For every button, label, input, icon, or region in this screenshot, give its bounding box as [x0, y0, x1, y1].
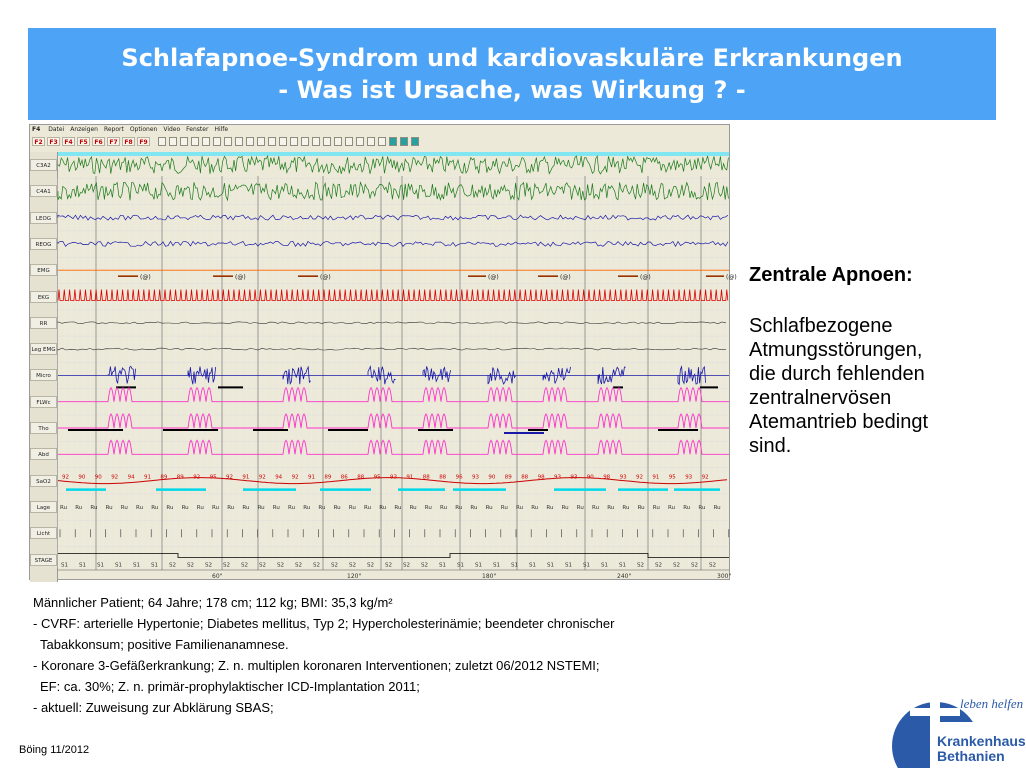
stage-label: S1 — [529, 562, 536, 569]
sao2-value: 89 — [160, 474, 168, 481]
position-label: Ru — [470, 504, 478, 511]
arousal-label: (@) — [640, 274, 651, 282]
toolbar-button[interactable] — [334, 137, 342, 146]
eeg-trace-c3a2 — [58, 156, 728, 174]
stage-label: S2 — [205, 562, 212, 569]
toolbar-button[interactable] — [268, 137, 276, 146]
stage-label: S1 — [475, 562, 482, 569]
stage-label: S2 — [673, 562, 680, 569]
sao2-value: 93 — [554, 474, 561, 481]
flow-trace — [58, 388, 729, 402]
menu-item[interactable]: Fenster — [186, 126, 209, 133]
sao2-value: 92 — [111, 474, 119, 481]
sao2-value: 98 — [537, 474, 545, 481]
sao2-value: 89 — [176, 474, 184, 481]
channel-label: Micro — [30, 369, 57, 381]
stage-label: S1 — [439, 562, 446, 569]
stage-label: S1 — [151, 562, 158, 569]
position-label: Ru — [622, 504, 630, 511]
sao2-value: 93 — [390, 474, 397, 481]
side-panel — [749, 260, 989, 458]
sao2-value: 89 — [324, 474, 332, 481]
position-label: Ru — [637, 504, 645, 511]
sao2-value: 95 — [373, 474, 381, 481]
stage-label: S2 — [223, 562, 230, 569]
hypnogram-trace — [58, 554, 729, 558]
time-mark: 300" — [717, 573, 732, 580]
side-panel-line: zentralnervösen — [749, 387, 892, 409]
channel-label: Abd — [30, 448, 57, 460]
toolbar-button[interactable] — [290, 137, 298, 146]
arousal-label: (@) — [140, 274, 151, 282]
stage-label: S2 — [709, 562, 716, 569]
sao2-value: 90 — [488, 474, 496, 481]
position-label: Ru — [227, 504, 235, 511]
stage-label: S2 — [295, 562, 302, 569]
sao2-value: 93 — [570, 474, 578, 481]
stage-label: S1 — [547, 562, 554, 569]
position-label: Ru — [683, 504, 691, 511]
position-label: Ru — [576, 504, 584, 511]
stage-label: S1 — [61, 562, 68, 569]
stage-label: S2 — [421, 562, 428, 569]
sao2-value: 93 — [619, 474, 627, 481]
stage-label: S2 — [187, 562, 194, 569]
footer-author: Böing 11/2012 — [19, 744, 90, 756]
position-label: Ru — [713, 504, 721, 511]
sao2-value: 92 — [193, 474, 201, 481]
toolbar-button[interactable] — [378, 137, 386, 146]
position-label: Ru — [409, 504, 417, 511]
toolbar-button[interactable] — [213, 137, 221, 146]
channel-label: Licht — [30, 527, 57, 539]
sao2-value: 92 — [701, 474, 709, 481]
toolbar-button[interactable] — [312, 137, 320, 146]
stage-label: S2 — [349, 562, 356, 569]
position-label: Ru — [394, 504, 402, 511]
arousal-label: (@) — [488, 274, 499, 282]
position-label: Ru — [288, 504, 296, 511]
stage-label: S2 — [655, 562, 662, 569]
position-label: Ru — [607, 504, 615, 511]
toolbar-button[interactable] — [411, 137, 419, 146]
position-label: Ru — [136, 504, 144, 511]
sao2-value: 93 — [472, 474, 479, 481]
toolbar-button[interactable] — [246, 137, 254, 146]
channel-label: C4A1 — [30, 185, 57, 197]
patient-info-line: Männlicher Patient; 64 Jahre; 178 cm; 112 kg; BMI: 35,3 kg/m² — [33, 595, 393, 610]
sao2-value: 98 — [603, 474, 611, 481]
channel-label: FLWc — [30, 396, 57, 408]
slide-title — [28, 28, 996, 120]
stage-label: S1 — [115, 562, 122, 569]
toolbar-button[interactable] — [345, 137, 353, 146]
logo-name — [937, 734, 1026, 764]
channel-label: C3A2 — [30, 159, 57, 171]
position-label: Ru — [592, 504, 600, 511]
stage-label: S2 — [691, 562, 698, 569]
position-label: Ru — [500, 504, 508, 511]
eog-trace-right — [58, 241, 728, 246]
position-label: Ru — [424, 504, 432, 511]
toolbar-button[interactable] — [191, 137, 199, 146]
snore-burst — [423, 366, 451, 382]
title-line-1: Schlafapnoe-Syndrom und kardiovaskuläre Erkrankungen — [121, 44, 903, 72]
stage-label: S1 — [565, 562, 572, 569]
stage-label: S1 — [583, 562, 590, 569]
sao2-value: 86 — [340, 474, 348, 481]
position-label: Ru — [166, 504, 174, 511]
channel-label: SaO2 — [30, 475, 57, 487]
position-label: Ru — [60, 504, 68, 511]
position-label: Ru — [242, 504, 250, 511]
patient-info-line: EF: ca. 30%; Z. n. primär-prophylaktischer ICD-Implantation 2011; — [40, 679, 420, 694]
stage-label: S1 — [619, 562, 626, 569]
side-panel-line: Schlafbezogene — [749, 315, 893, 337]
channel-label: Leg EMG — [30, 343, 57, 355]
sao2-value: 92 — [636, 474, 643, 481]
patient-info-line: Tabakkonsum; positive Familienanamnese. — [40, 637, 289, 652]
position-label: Ru — [668, 504, 676, 511]
leg-emg-trace — [58, 348, 726, 350]
time-strip — [58, 152, 729, 156]
function-key-button[interactable]: F2 — [32, 137, 45, 146]
position-label: Ru — [561, 504, 569, 511]
position-label: Ru — [379, 504, 387, 511]
toolbar-button[interactable] — [202, 137, 210, 146]
function-key-button[interactable]: F6 — [92, 137, 105, 146]
toolbar-button[interactable] — [180, 137, 188, 146]
sao2-value: 93 — [685, 474, 693, 481]
channel-label: EKG — [30, 291, 57, 303]
toolbar-button[interactable] — [356, 137, 364, 146]
position-label: Ru — [151, 504, 159, 511]
sao2-value: 91 — [406, 474, 414, 481]
toolbar-button[interactable] — [169, 137, 177, 146]
position-label: Ru — [257, 504, 265, 511]
sao2-value: 95 — [668, 474, 676, 481]
toolbar-button[interactable] — [367, 137, 375, 146]
position-label: Ru — [546, 504, 554, 511]
toolbar-button[interactable] — [323, 137, 331, 146]
position-label: Ru — [105, 504, 113, 511]
toolbar-button[interactable] — [257, 137, 265, 146]
sao2-value: 92 — [226, 474, 233, 481]
sao2-value: 91 — [652, 474, 660, 481]
side-panel-line: sind. — [749, 435, 792, 457]
position-label: Ru — [364, 504, 372, 511]
position-label: Ru — [652, 504, 660, 511]
stage-label: S1 — [511, 562, 518, 569]
stage-label: S2 — [169, 562, 176, 569]
channel-label: STAGE — [30, 554, 57, 566]
menu-item[interactable]: Video — [163, 126, 181, 133]
sao2-value: 88 — [439, 474, 447, 481]
toolbar-button[interactable] — [400, 137, 408, 146]
rr-trace — [58, 322, 726, 324]
position-label: Ru — [303, 504, 311, 511]
patient-info-line: - CVRF: arterielle Hypertonie; Diabetes mellitus, Typ 2; Hypercholesterinämie; beendeter chronischer — [33, 616, 615, 631]
sao2-value: 88 — [521, 474, 529, 481]
toolbar-button[interactable] — [301, 137, 309, 146]
channel-label: EMG — [30, 264, 57, 276]
patient-info-line: - Koronare 3-Gefäßerkrankung; Z. n. multiplen koronaren Interventionen; zuletzt 06/2012 NSTEMI; — [33, 658, 600, 673]
side-panel-line: Atmungsstörungen, — [749, 339, 923, 361]
psg-menubar — [30, 125, 729, 135]
position-label: Ru — [120, 504, 128, 511]
toolbar-button[interactable] — [158, 137, 166, 146]
logo-name-line: Krankenhaus — [937, 733, 1026, 749]
position-label: Ru — [698, 504, 706, 511]
sao2-value: 92 — [258, 474, 266, 481]
side-panel-text — [749, 314, 989, 458]
stage-label: S2 — [403, 562, 410, 569]
sao2-value: 94 — [127, 474, 135, 481]
app-label: F4 — [32, 126, 41, 133]
menu-item[interactable]: Optionen — [129, 126, 158, 133]
stage-label: S2 — [277, 562, 284, 569]
side-panel-line: Atemantrieb bedingt — [749, 411, 929, 433]
function-key-button[interactable]: F4 — [62, 137, 75, 146]
position-label: Ru — [455, 504, 463, 511]
sao2-value: 88 — [422, 474, 430, 481]
channel-label: RR — [30, 317, 57, 329]
side-panel-heading: Zentrale Apnoen: — [749, 264, 913, 286]
position-label: Ru — [272, 504, 280, 511]
stage-label: S1 — [97, 562, 104, 569]
position-label: Ru — [516, 504, 524, 511]
sao2-value: 91 — [308, 474, 315, 481]
sao2-value: 92 — [62, 474, 69, 481]
function-key-button[interactable]: F8 — [122, 137, 135, 146]
sao2-value: 92 — [291, 474, 299, 481]
stage-label: S2 — [385, 562, 392, 569]
position-label: Ru — [348, 504, 356, 511]
toolbar-button[interactable] — [235, 137, 243, 146]
time-mark: 120" — [347, 573, 362, 580]
sao2-value: 91 — [144, 474, 151, 481]
stage-label: S2 — [241, 562, 248, 569]
function-key-button[interactable]: F3 — [47, 137, 60, 146]
menu-item[interactable]: Anzeigen — [70, 126, 98, 133]
arousal-label: (@) — [726, 274, 737, 282]
ekg-trace — [58, 290, 728, 301]
stage-label: S1 — [133, 562, 140, 569]
position-label: Ru — [485, 504, 493, 511]
function-key-button[interactable]: F7 — [107, 137, 120, 146]
psg-toolbar — [30, 136, 729, 148]
sao2-value: 90 — [78, 474, 86, 481]
sao2-value: 90 — [94, 474, 102, 481]
channel-label: LEOG — [30, 212, 57, 224]
position-label: Ru — [333, 504, 341, 511]
toolbar-button[interactable] — [224, 137, 232, 146]
stage-label: S1 — [601, 562, 608, 569]
sao2-value: 88 — [357, 474, 365, 481]
stage-label: S2 — [259, 562, 266, 569]
menu-item[interactable]: Report — [103, 126, 124, 133]
time-mark: 240" — [617, 573, 632, 580]
psg-signal-plot — [58, 152, 737, 580]
function-key-button[interactable]: F9 — [137, 137, 150, 146]
stage-label: S1 — [493, 562, 500, 569]
sao2-value: 96 — [455, 474, 463, 481]
stage-label: S2 — [331, 562, 338, 569]
channel-label: Tho — [30, 422, 57, 434]
sao2-value: 91 — [242, 474, 250, 481]
position-label: Ru — [75, 504, 83, 511]
toolbar-button[interactable] — [279, 137, 287, 146]
time-mark: 180" — [482, 573, 497, 580]
sao2-value: 90 — [586, 474, 594, 481]
position-label: Ru — [212, 504, 220, 511]
toolbar-button[interactable] — [389, 137, 397, 146]
position-label: Ru — [90, 504, 98, 511]
menu-item[interactable]: Datei — [48, 126, 65, 133]
thorax-trace — [58, 414, 729, 428]
function-key-button[interactable]: F5 — [77, 137, 90, 146]
position-label: Ru — [531, 504, 539, 511]
sao2-value: 89 — [504, 474, 512, 481]
stage-label: S1 — [79, 562, 86, 569]
position-label: Ru — [196, 504, 204, 511]
eeg-trace-c4a1 — [58, 182, 728, 200]
position-label: Ru — [181, 504, 189, 511]
channel-labels — [30, 152, 58, 582]
arousal-label: (@) — [560, 274, 571, 282]
sao2-value: 95 — [209, 474, 217, 481]
polysomnography-screenshot — [29, 124, 737, 580]
snore-burst — [108, 366, 136, 383]
abdomen-trace — [58, 440, 729, 454]
sao2-value: 94 — [275, 474, 283, 481]
channel-label: REOG — [30, 238, 57, 250]
channel-label: Lage — [30, 501, 57, 513]
position-label: Ru — [318, 504, 326, 511]
side-panel-line: die durch fehlenden — [749, 363, 925, 385]
patient-info-line: - aktuell: Zuweisung zur Abklärung SBAS; — [33, 700, 274, 715]
eog-trace-left — [58, 215, 728, 220]
arousal-label: (@) — [320, 274, 331, 282]
time-mark: 60" — [212, 573, 223, 580]
menu-item[interactable]: Hilfe — [214, 126, 229, 133]
logo-slogan: leben helfen — [960, 696, 1024, 711]
stage-label: S2 — [367, 562, 374, 569]
stage-label: S2 — [637, 562, 644, 569]
stage-label: S2 — [313, 562, 320, 569]
logo-name-line: Bethanien — [937, 748, 1005, 764]
position-label: Ru — [440, 504, 448, 511]
arousal-label: (@) — [235, 274, 246, 282]
stage-label: S1 — [457, 562, 464, 569]
title-line-2: - Was ist Ursache, was Wirkung ? - — [278, 76, 746, 104]
patient-info — [33, 592, 753, 718]
